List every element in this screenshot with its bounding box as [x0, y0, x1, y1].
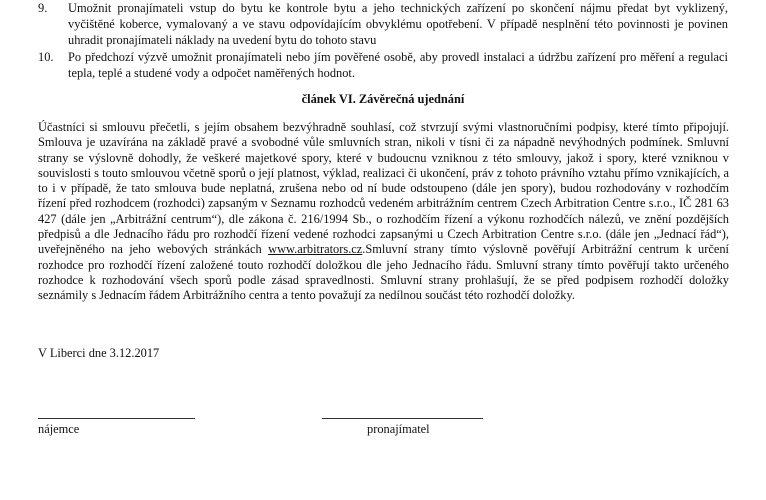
list-item-number: 10. [38, 50, 54, 64]
list-item-number: 9. [38, 1, 48, 15]
place-and-date: V Liberci dne 3.12.2017 [38, 346, 160, 360]
final-provisions-paragraph [38, 120, 729, 304]
article-heading: článek VI. Závěrečná ujednání [301, 92, 465, 106]
landlord-signature-line [322, 418, 483, 419]
list-item [38, 49, 728, 81]
paragraph-text-end: .Smluvní strany tímto výslovně pověřují Arbitrážní centrum k určení rozhodce pro rozhodčí řízení založené touto rozhodčí doložkou dle jeho Jednacího řádu. Smluvní strany tímto pověřují takto určeného rozhodce k rozhodování všech sporů podle zásad spravedlnosti. Smluvní strany prohlašují, že se před podpisem rozhodčí doložky seznámily s Jednacím řádem Arbitrážního centra a tento považují za nedílnou součást této rozhodčí doložky. [38, 242, 729, 303]
arbitrators-website-link[interactable]: www.arbitrators.cz [268, 242, 363, 257]
landlord-label: pronajímatel [367, 422, 430, 436]
list-item-text: Po předchozí výzvě umožnit pronajímateli nebo jím pověřené osobě, aby provedl instalaci a údržbu zařízení pro měření a regulaci tepla, teplé a studené vody a odpočet naměřených hodnot. [68, 50, 728, 80]
tenant-label: nájemce [38, 422, 80, 436]
list-item [38, 0, 728, 48]
obligations-list [38, 0, 728, 82]
list-item-text: Umožnit pronajímateli vstup do bytu ke kontrole bytu a jeho technických zařízení po skončení nájmu předat byt vyklizený, vyčištěné koberce, vymalovaný a ve stavu odpovídajícím obvyklému opotřebení. V případě nesplnění této povinnosti je povinen uhradit pronajímateli náklady na uvedení bytu do tohoto stavu [68, 1, 728, 47]
paragraph-text-start: Účastníci si smlouvu přečetli, s jejím obsahem bezvýhradně souhlasí, což stvrzují svými vlastnoručními podpisy, které tímto připojují. Smlouva je uzavírána na základě pravé a svobodné vůle smluvních stran, nikoli v tísni či za nápadně nevýhodných podmínek. Smluvní strany se výslovně dohodly, že veškeré majetkové spory, které v budoucnu vzniknou z této smlouvy, jakož i spory, které vzniknou v souvislosti s touto smlouvou včetně sporů o její platnost, výklad, realizaci či ukončení, práv z tohoto právního vztahu přímo vznikajících, a to i v případě, že tato smlouva bude neplatná, zrušena nebo od ní bude odstoupeno (dále jen spory), budou rozhodovány v rozhodčím řízení před rozhodcem (rozhodci) zapsaným v Seznamu rozhodců vedeném arbitrážním centrem Czech Arbitration Centre s.r.o., IČ 281 63 427 (dále jen „Arbitrážní centrum“), dle zákona č. 216/1994 Sb., o rozhodčím řízení a výkonu rozhodčích nálezů, ve znění pozdějších předpisů a dle Jednacího řádu pro rozhodčí řízení vedené rozhodci zapsanými u Czech Arbitration Centre s.r.o. (dále jen „Jednací řád“), uveřejněného na jeho webových stránkách [38, 120, 729, 257]
tenant-signature-line [38, 418, 195, 419]
